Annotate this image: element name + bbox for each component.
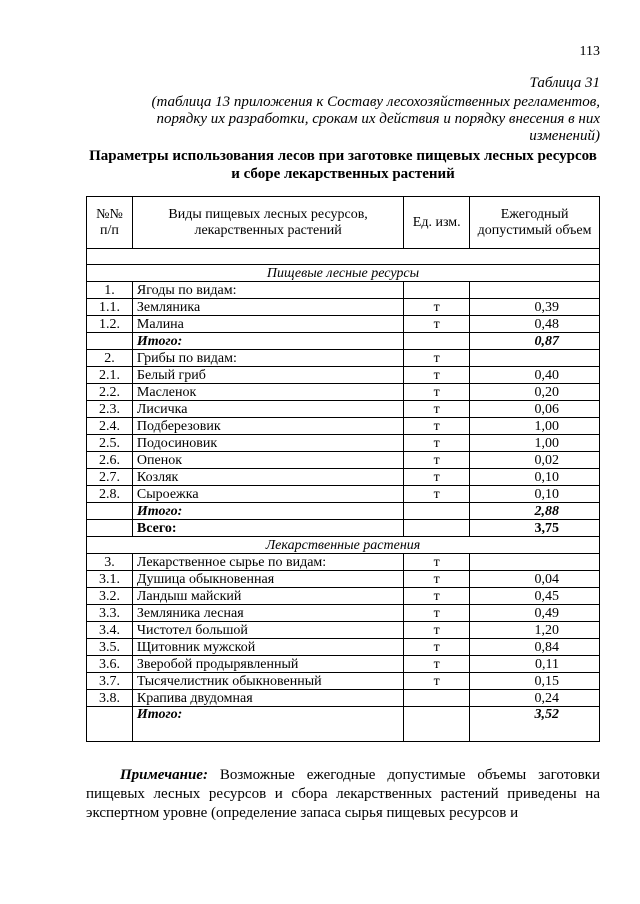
table-note: (таблица 13 приложения к Составу лесохозяйственных регламентов, порядку их разработки, срокам их действия и порядку внесения в них изменений): [151, 94, 600, 144]
row-number: 3.2.: [87, 588, 133, 605]
table-row: [87, 605, 600, 622]
row-unit: т: [404, 639, 470, 656]
spacer-row: [87, 249, 600, 265]
table-row: [87, 469, 600, 486]
row-number: 3.3.: [87, 605, 133, 622]
row-name: Итого:: [132, 333, 403, 350]
row-value: 0,45: [470, 588, 600, 605]
row-value: 0,04: [470, 571, 600, 588]
row-unit: т: [404, 316, 470, 333]
row-name: Подберезовик: [132, 418, 403, 435]
row-number: [87, 707, 133, 742]
header-volume: Ежегодный допустимый объем: [470, 197, 600, 249]
row-unit: т: [404, 486, 470, 503]
row-value: [470, 350, 600, 367]
header-unit: Ед. изм.: [404, 197, 470, 249]
page-number: 113: [579, 44, 600, 59]
row-name: Козляк: [132, 469, 403, 486]
section-medicinal: [87, 537, 600, 554]
table-row: [87, 673, 600, 690]
row-name: Земляника лесная: [132, 605, 403, 622]
row-number: 1.: [87, 282, 133, 299]
row-name: Сыроежка: [132, 486, 403, 503]
row-number: 3.4.: [87, 622, 133, 639]
row-value: 0,10: [470, 469, 600, 486]
row-value: 0,49: [470, 605, 600, 622]
row-number: 2.5.: [87, 435, 133, 452]
row-number: 2.1.: [87, 367, 133, 384]
row-unit: т: [404, 554, 470, 571]
row-name: Щитовник мужской: [132, 639, 403, 656]
row-name: Опенок: [132, 452, 403, 469]
row-number: 2.7.: [87, 469, 133, 486]
table-header-row: [87, 197, 600, 249]
row-unit: [404, 333, 470, 350]
row-value: 3,52: [470, 707, 600, 742]
row-name: Ландыш майский: [132, 588, 403, 605]
table-row: [87, 486, 600, 503]
footnote: [86, 766, 600, 823]
table-row: [87, 622, 600, 639]
row-number: 2.: [87, 350, 133, 367]
table-row: [87, 554, 600, 571]
row-number: [87, 520, 133, 537]
row-name: Зверобой продырявленный: [132, 656, 403, 673]
row-name: Крапива двудомная: [132, 690, 403, 707]
row-number: 2.3.: [87, 401, 133, 418]
row-name: Итого:: [132, 707, 403, 742]
row-number: 3.7.: [87, 673, 133, 690]
row-name: Малина: [132, 316, 403, 333]
row-unit: т: [404, 588, 470, 605]
row-value: [470, 282, 600, 299]
row-number: 2.6.: [87, 452, 133, 469]
row-number: 1.1.: [87, 299, 133, 316]
table-row: [87, 588, 600, 605]
row-name: Лекарственное сырье по видам:: [132, 554, 403, 571]
row-value: 1,00: [470, 435, 600, 452]
header-kind: Виды пищевых лесных ресурсов, лекарственных растений: [132, 197, 403, 249]
row-unit: [404, 282, 470, 299]
row-value: 0,24: [470, 690, 600, 707]
footnote-label: Примечание:: [120, 767, 208, 783]
header-number: №№ п/п: [87, 197, 133, 249]
table-row: [87, 639, 600, 656]
row-value: 0,11: [470, 656, 600, 673]
row-unit: т: [404, 367, 470, 384]
row-unit: т: [404, 622, 470, 639]
section-food-label: Пищевые лесные ресурсы: [87, 265, 600, 282]
section-food: [87, 265, 600, 282]
row-value: 1,20: [470, 622, 600, 639]
row-unit: т: [404, 673, 470, 690]
row-name: Грибы по видам:: [132, 350, 403, 367]
row-number: 2.4.: [87, 418, 133, 435]
row-name: Подосиновик: [132, 435, 403, 452]
row-unit: [404, 707, 470, 742]
table-title: Параметры использования лесов при заготовке пищевых лесных ресурсов и сборе лекарственных растений: [89, 148, 597, 182]
table-row: [87, 520, 600, 537]
row-number: 2.8.: [87, 486, 133, 503]
table-row: [87, 384, 600, 401]
row-name: Итого:: [132, 503, 403, 520]
row-unit: [404, 690, 470, 707]
footnote-text: Возможные ежегодные допустимые объемы заготовки пищевых лесных ресурсов и сбора лекарственных растений приведены на экспертном уровне (определение запаса сырья пищевых ресурсов и: [86, 767, 600, 821]
row-unit: т: [404, 350, 470, 367]
row-unit: т: [404, 384, 470, 401]
row-name: Лисичка: [132, 401, 403, 418]
table-row: [87, 452, 600, 469]
row-value: 0,39: [470, 299, 600, 316]
row-name: Тысячелистник обыкновенный: [132, 673, 403, 690]
table-row: [87, 367, 600, 384]
table-row: [87, 282, 600, 299]
row-value: 0,06: [470, 401, 600, 418]
table-row: [87, 316, 600, 333]
row-number: 3.5.: [87, 639, 133, 656]
row-name: Всего:: [132, 520, 403, 537]
row-value: 0,87: [470, 333, 600, 350]
row-value: [470, 554, 600, 571]
row-number: 3.6.: [87, 656, 133, 673]
row-unit: т: [404, 571, 470, 588]
row-value: 0,02: [470, 452, 600, 469]
row-number: 2.2.: [87, 384, 133, 401]
resources-table: [86, 196, 600, 742]
table-row: [87, 503, 600, 520]
table-row: [87, 571, 600, 588]
table-row: [87, 333, 600, 350]
row-value: 0,48: [470, 316, 600, 333]
row-value: 0,84: [470, 639, 600, 656]
row-name: Земляника: [132, 299, 403, 316]
row-number: [87, 333, 133, 350]
table-row: [87, 401, 600, 418]
row-name: Ягоды по видам:: [132, 282, 403, 299]
table-row: [87, 418, 600, 435]
table-row: [87, 690, 600, 707]
table-row: [87, 435, 600, 452]
row-value: 2,88: [470, 503, 600, 520]
row-unit: т: [404, 401, 470, 418]
row-unit: т: [404, 435, 470, 452]
row-unit: т: [404, 656, 470, 673]
row-number: [87, 503, 133, 520]
row-name: Белый гриб: [132, 367, 403, 384]
row-unit: т: [404, 605, 470, 622]
row-name: Чистотел большой: [132, 622, 403, 639]
table-row: [87, 299, 600, 316]
row-number: 3.8.: [87, 690, 133, 707]
row-unit: т: [404, 418, 470, 435]
row-value: 0,10: [470, 486, 600, 503]
table-row: [87, 656, 600, 673]
row-unit: [404, 520, 470, 537]
row-name: Душица обыкновенная: [132, 571, 403, 588]
row-unit: [404, 503, 470, 520]
row-value: 0,40: [470, 367, 600, 384]
table-row: [87, 707, 600, 742]
row-unit: т: [404, 299, 470, 316]
row-number: 1.2.: [87, 316, 133, 333]
row-value: 0,15: [470, 673, 600, 690]
row-value: 1,00: [470, 418, 600, 435]
row-value: 3,75: [470, 520, 600, 537]
table-row: [87, 350, 600, 367]
row-name: Масленок: [132, 384, 403, 401]
table-number: Таблица 31: [529, 75, 600, 91]
row-number: 3.: [87, 554, 133, 571]
section-medicinal-label: Лекарственные растения: [87, 537, 600, 554]
row-value: 0,20: [470, 384, 600, 401]
row-number: 3.1.: [87, 571, 133, 588]
row-unit: т: [404, 469, 470, 486]
row-unit: т: [404, 452, 470, 469]
